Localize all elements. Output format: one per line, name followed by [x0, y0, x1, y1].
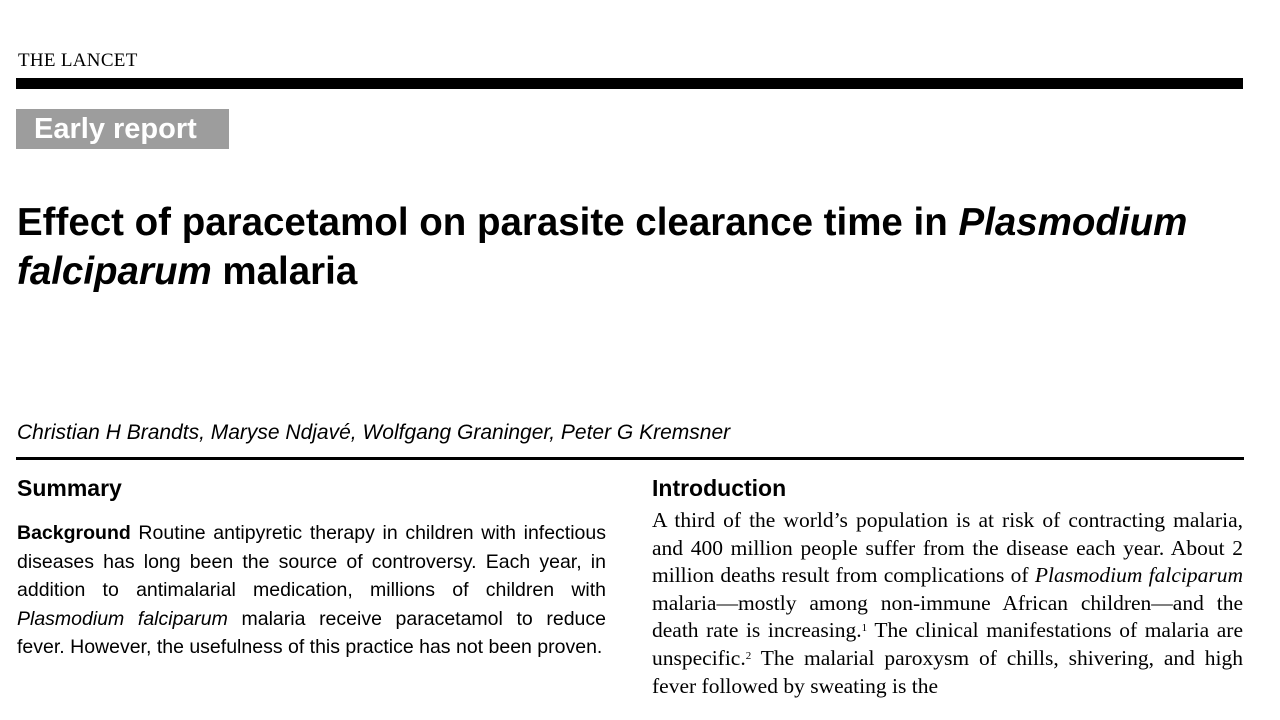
top-rule — [16, 78, 1243, 89]
intro-species-name: Plasmodium falciparum — [1034, 563, 1244, 588]
intro-text-4: The malarial paroxysm of chills, shivering, and high fever followed by sweating is the — [652, 645, 1243, 698]
introduction-paragraph — [652, 507, 1243, 700]
introduction-column — [652, 470, 1243, 700]
reference-1[interactable]: 1 — [861, 622, 868, 635]
section-divider — [16, 457, 1244, 460]
author-list: Christian H Brandts, Maryse Ndjavé, Wolfgang Graninger, Peter G Kremsner — [17, 421, 731, 444]
summary-text-2: malaria receive paracetamol to reduce fever. However, the usefulness of this practice has not been proven. — [17, 607, 606, 659]
title-italic-genus: Plasmodium — [958, 201, 1188, 244]
summary-column — [17, 470, 606, 662]
intro-text-3: The clinical manifestations of malaria are unspecific. — [652, 618, 1243, 670]
summary-text-1: Routine antipyretic therapy in children with infectious diseases has long been the source of controversy. Each year, in addition to antimalarial medication, millions of children with — [17, 522, 606, 602]
section-badge: Early report — [16, 109, 229, 149]
reference-2[interactable]: 2 — [745, 649, 752, 662]
intro-text-1: A third of the world’s population is at risk of contracting malaria, and 400 million people suffer from the disease each year. About 2 million deaths result from complications of — [652, 508, 1243, 588]
title-italic-species: falciparum — [17, 250, 212, 293]
title-text: Effect of paracetamol on parasite clearance time in — [17, 201, 959, 244]
summary-background-paragraph — [17, 519, 606, 662]
background-label: Background — [17, 522, 131, 544]
title-text-end: malaria — [211, 250, 358, 293]
summary-species-name: Plasmodium falciparum — [17, 607, 228, 630]
summary-heading: Summary — [17, 475, 122, 501]
journal-name: THE LANCET — [18, 50, 138, 71]
introduction-heading: Introduction — [652, 475, 787, 501]
intro-text-2: malaria—mostly among non-immune African children—and the death rate is increasing. — [652, 590, 1243, 643]
article-title — [17, 198, 1247, 296]
